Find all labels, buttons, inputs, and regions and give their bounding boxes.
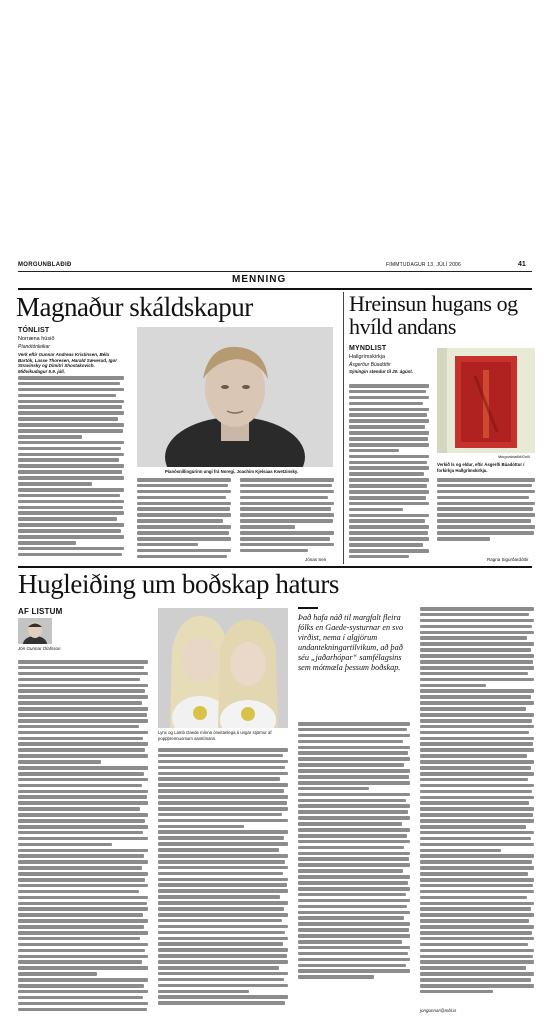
- pullquote: [298, 607, 410, 673]
- author-name: Jón Gunnar Ólafsson: [18, 646, 61, 651]
- article1-venue: Norræna húsið: [18, 336, 55, 342]
- paper-name: MORGUNBLAÐIÐ: [18, 262, 72, 268]
- section-rule: [18, 288, 532, 290]
- article1-byline: Jónas Sen: [305, 557, 327, 562]
- article1-genre: Píanótónleikar: [18, 344, 50, 350]
- pullquote-text: Það hafa náð til margfalt fleira fólks en Gaede-systurnar en svo virðist, nema í algjörum undantekningartilvikum, að það séu „jaðarhópar“ samfélagsins sem mótmæla þessum boðskap.: [298, 613, 404, 672]
- article2-caption: Verkið Ís og eldur, eftir Ásgerði Búadóttur í forkirkju Hallgrímskirkju.: [437, 462, 525, 473]
- article1-headline: Magnaður skáldskapur: [16, 292, 253, 322]
- pianist-photo: [137, 327, 333, 467]
- author-email: jongunnar@mbl.is: [420, 1008, 457, 1013]
- author-photo: [18, 618, 52, 644]
- article2-venue: Hallgrímskirkja: [349, 354, 386, 360]
- article2-body-col1: [349, 384, 429, 562]
- article2-byline: Ragna Sigurðardóttir: [487, 557, 529, 562]
- artwork-photo-credit: Morgunblaðið/Golli: [498, 455, 530, 459]
- article3-body-col2: [158, 748, 288, 1013]
- pullquote-bar: [298, 607, 318, 609]
- artwork-photo: [437, 348, 535, 453]
- header-rule: [18, 271, 532, 272]
- twins-photo: [158, 608, 288, 728]
- article2-dates: Sýningin stendur til 20. ágúst.: [349, 369, 414, 374]
- article1-body-col3: [240, 478, 334, 558]
- article1-caption: Píanósnillingurinn ungi frá Noregi, Joachim Kjelsaas Kwetzinsky.: [165, 469, 299, 474]
- article1-body-col1: [18, 376, 124, 562]
- article3-kicker: AF LISTUM: [18, 607, 63, 616]
- article3-body-col3: [298, 722, 410, 1012]
- article3-top-rule: [18, 566, 532, 568]
- page-date: FIMMTUDAGUR 13. JÚLÍ 2006: [386, 262, 462, 268]
- article1-info: Verk eftir Gunnar Andreas Kristinsen, Béla Bartók, Lasse Thoresen, Harald Sæverud, Igor Stravinsky og Dimitri Shostakovich. Miðvikudagur 5.9. júlí.: [18, 352, 118, 374]
- article2-body-col2: [437, 478, 535, 558]
- article3-headline: Hugleiðing um boðskap haturs: [18, 569, 340, 599]
- article2-headline: Hreinsun hugans og hvíld andans: [349, 291, 518, 339]
- page-number: 41: [518, 261, 526, 268]
- article3-body-col1: [18, 660, 148, 1015]
- article1-kicker: TÓNLIST: [18, 327, 50, 334]
- column-divider: [343, 292, 344, 564]
- article2-genre: Ásgerður Búadóttir: [349, 362, 391, 368]
- article3-caption: Lynx og Lamb Gaede mínna óneitanlega á ungar stjörnur af poppþrennuorsum samtímans.: [158, 730, 272, 741]
- article1-body-col2: [137, 478, 231, 564]
- article2-kicker: MYNDLIST: [349, 345, 387, 352]
- article3-body-col4: [420, 607, 534, 1005]
- section-banner: MENNING: [232, 274, 287, 285]
